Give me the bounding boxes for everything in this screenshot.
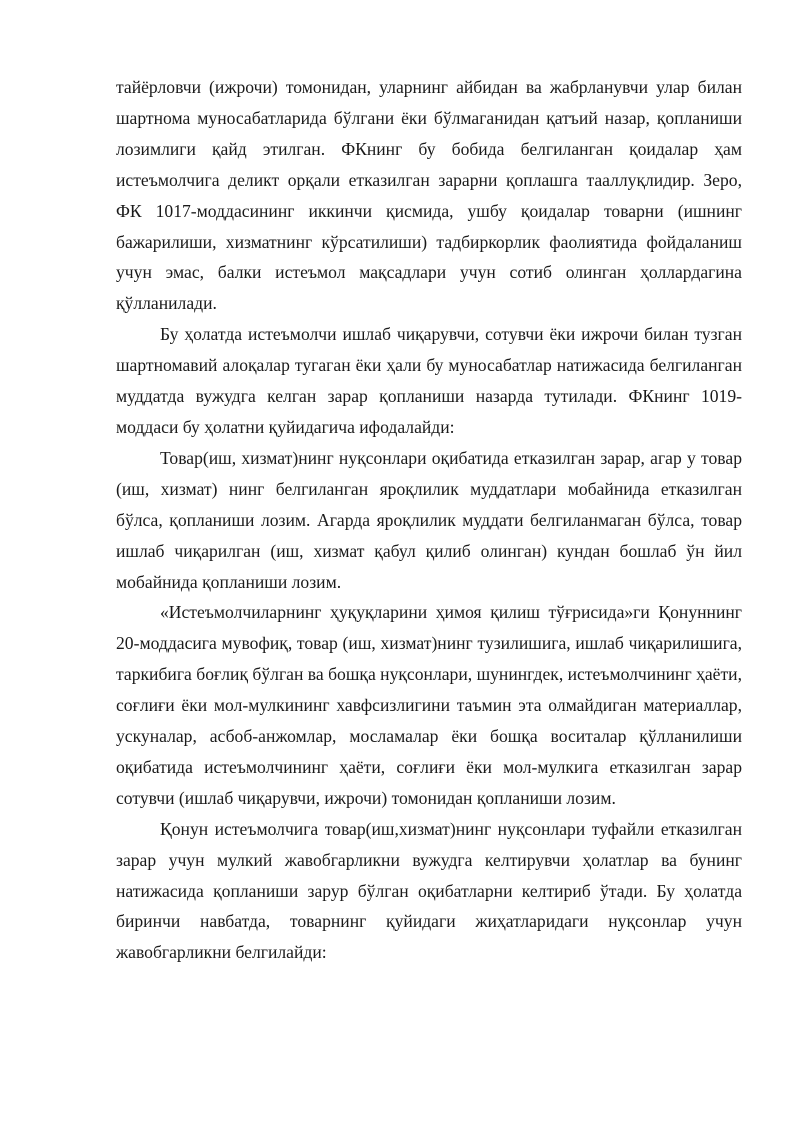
paragraph: Қонун истеъмолчига товар(иш,хизмат)нинг нуқсонлари туфайли етказилган зарар учун мулкий жавобгарликни вужудга келтирувчи ҳолатлар ва бунинг натижасида қопланиши зарур бўлган оқибатларни келтириб ўтади. Бу ҳолатда биринчи навбатда, товарнинг қуйидаги жиҳатларидаги нуқсонлар учун жавобгарликни белгилайди: — [116, 818, 742, 963]
paragraph: Бу ҳолатда истеъмолчи ишлаб чиқарувчи, сотувчи ёки ижрочи билан тузган шартномавий алоқалар тугаган ёки ҳали бу муносабатлар натижасида белгиланган муддатда вужудга келган зарар қопланиши назарда тутилади. ФКнинг 1019-моддаси бу ҳолатни қуйидагича ифодалайди: — [116, 324, 742, 437]
paragraph-continuation: тайёрловчи (ижрочи) томонидан, уларнинг айбидан ва жабрланувчи улар билан шартнома муносабатларида бўлгани ёки бўлмаганидан қатъий назар, қопланиши лозимлиги қайд этилган. ФКнинг бу бобида белгиланган қоидалар ҳам истеъмолчига деликт орқали етказилган зарарни қоплашга тааллуқлидир. Зеро, ФК 1017-моддасининг иккинчи қисмида, ушбу қоидалар товарни (ишнинг бажарилиши, хизматнинг кўрсатилиши) тадбиркорлик фаолиятида фойдаланиш учун эмас, балки истеъмол мақсадлари учун сотиб олинган ҳоллардагина қўлланилади. — [116, 77, 742, 314]
paragraph: Товар(иш, хизмат)нинг нуқсонлари оқибатида етказилган зарар, агар у товар (иш, хизмат) нинг белгиланган яроқлилик муддатлари мобайнида етказилган бўлса, қопланиши лозим. Агарда яроқлилик муддати белгиланмаган бўлса, товар ишлаб чиқарилган (иш, хизмат қабул қилиб олинган) кундан бошлаб ўн йил мобайнида қопланиши лозим. — [116, 447, 742, 592]
paragraph: «Истеъмолчиларнинг ҳуқуқларини ҳимоя қилиш тўғрисида»ги Қонуннинг 20-моддасига мувофиқ, товар (иш, хизмат)нинг тузилишига, ишлаб чиқарилишига, таркибига боғлиқ бўлган ва бошқа нуқсонлари, шунингдек, истеъмолчининг ҳаёти, соғлиғи ёки мол-мулкининг хавфсизлигини таъмин эта олмайдиган материаллар, ускуналар, асбоб-анжомлар, мосламалар ёки бошқа воситалар қўлланилиши оқибатида истеъмолчининг ҳаёти, соғлиғи ёки мол-мулкига етказилган зарар сотувчи (ишлаб чиқарувчи, ижрочи) томонидан қопланиши лозим. — [116, 602, 742, 808]
document-body — [116, 72, 742, 968]
